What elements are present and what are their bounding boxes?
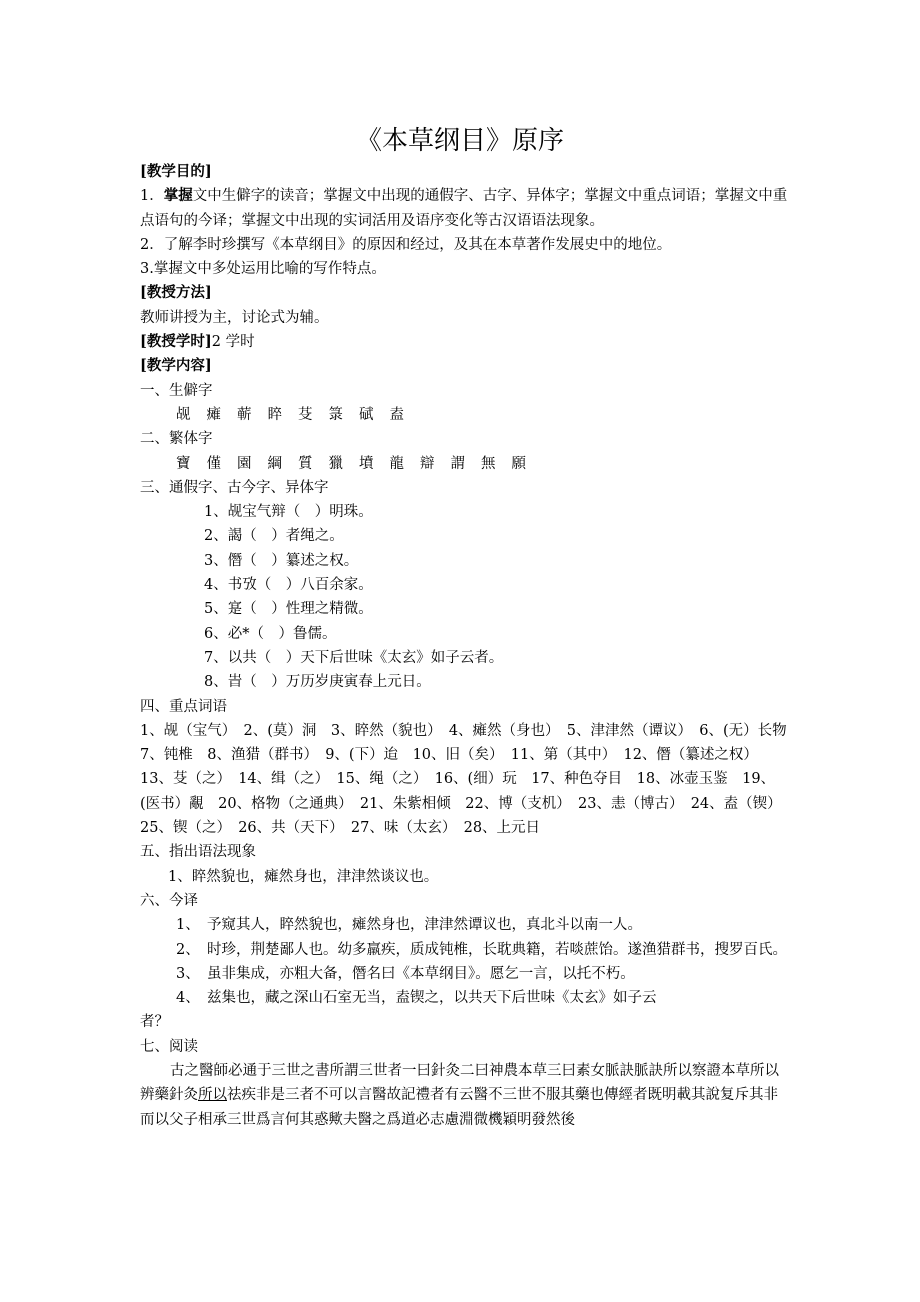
rare-char: 芟 (298, 406, 313, 423)
method-heading: [教授方法] (140, 284, 212, 302)
variant-item: 7、以共（ ）天下后世味《太玄》如子云者。 (204, 649, 504, 666)
rare-char: 箓 (328, 406, 343, 423)
traditional-char: 龍 (389, 455, 404, 472)
hours-heading: [教授学时] (140, 333, 212, 351)
traditional-char: 綱 (267, 455, 282, 472)
section-4-heading: 四、重点词语 (140, 698, 227, 715)
rare-char: 蕲 (237, 406, 252, 423)
translation-item: 2、 时珍，荆楚鄙人也。幼多羸疾，质成钝椎，长耽典籍，若啖蔗饴。遂渔猎群书，搜罗百氏。 (176, 941, 787, 958)
variant-item: 5、寔（ ）性理之精微。 (204, 601, 373, 618)
translation-tail: 者？ (140, 1014, 169, 1031)
underlined-word: 所以 (198, 1087, 227, 1104)
content-heading: [教学内容] (140, 357, 212, 375)
hours-line (140, 330, 790, 354)
variant-item: 2、謁（ ）者绳之。 (204, 528, 344, 545)
item-number: 1． (140, 188, 164, 205)
variant-item: 6、必*（ ）鲁儒。 (204, 625, 337, 642)
section-6-heading: 六、今译 (140, 892, 198, 909)
traditional-char: 無 (481, 455, 496, 472)
rare-char: 睟 (267, 406, 282, 423)
item-text: 文中生僻字的读音；掌握文中出现的通假字、古字、异体字；掌握文中重点词语；掌握文中重点语句的今译；掌握文中出现的实词活用及语序变化等古汉语语法现象。 (140, 188, 788, 229)
passage-text: 祛疾非是三者不可以言醫故記禮者有云醫不三世不服其藥也傳經者既明載其說复斥其非而以父子相承三世爲言何其惑歟夫醫之爲道必志慮淵微機穎明發然後 (140, 1087, 778, 1128)
rare-char: 瘫 (206, 406, 221, 423)
section-7-heading: 七、阅读 (140, 1038, 198, 1055)
grammar-item: 1、睟然貌也，瘫然身也，津津然谈议也。 (168, 868, 439, 885)
rare-char: 碔 (359, 406, 374, 423)
traditional-char: 辯 (420, 455, 435, 472)
document-body (140, 160, 802, 1132)
passage-text: 古之醫師必通于三世之書所謂三世者一曰針灸二曰神農本草三曰素女脈訣脈訣所以察證本草所以辨藥針灸 (140, 1062, 779, 1104)
section-5-heading: 五、指出语法现象 (140, 844, 256, 861)
traditional-char: 園 (237, 455, 252, 472)
section-1-heading: 一、生僻字 (140, 382, 213, 399)
variant-item: 4、书攷（ ）八百余家。 (204, 577, 373, 594)
traditional-char: 謂 (450, 455, 465, 472)
reading-passage (140, 1059, 790, 1132)
traditional-char: 質 (298, 455, 313, 472)
traditional-char: 僅 (206, 455, 221, 472)
traditional-chars-list (140, 452, 790, 476)
teaching-goal-item-2: 2．了解李时珍撰写《本草纲目》的原因和经过，及其在本草著作发展史中的地位。 (140, 236, 672, 253)
method-text: 教师讲授为主，讨论式为辅。 (140, 309, 329, 326)
translation-item: 1、 予窥其人，睟然貌也，瘫然身也，津津然谭议也，真北斗以南一人。 (176, 917, 642, 934)
translation-item: 4、 兹集也，藏之深山石室无当，盍锲之，以共天下后世味《太玄》如子云 (176, 990, 657, 1007)
traditional-char: 墳 (359, 455, 374, 472)
rare-chars-list (140, 403, 790, 427)
rare-char: 觇 (176, 406, 191, 423)
variant-item: 8、旹（ ）万历岁庚寅春上元日。 (204, 674, 431, 691)
section-3-heading: 三、通假字、古今字、异体字 (140, 479, 329, 496)
teaching-goal-item-3: 3.掌握文中多处运用比喻的写作特点。 (140, 261, 386, 278)
traditional-char: 獵 (328, 455, 343, 472)
rare-char: 盍 (389, 406, 404, 423)
teaching-goal-heading: [教学目的] (140, 163, 212, 180)
teaching-goal-item-1 (140, 184, 790, 233)
traditional-char: 願 (511, 455, 526, 472)
traditional-char: 寶 (176, 455, 191, 472)
variant-item: 1、觇宝气辩（ ）明珠。 (204, 504, 373, 521)
key-words-list: 1、觇（宝气） 2、(莫）洞 3、睟然（貌也） 4、瘫然（身也） 5、津津然（谭议） 6、(无）长物 7、钝椎 8、渔猎（群书） 9、(下）迨 10、旧（矣） 11、第（其中） 12、僭（纂述之权） 13、芟（之） 14、缉（之） 15、绳（之） 16、(细）玩 17、种色夺目 18、冰壶玉鉴 19、(医书）覶 20、格物（之通典） 21、朱紫相倾 22、博（支机） 23、恚（博古） 24、盍（锲） 25、锲（之） 26、共（天下） 27、味（太玄） 28、上元日 (140, 722, 802, 837)
translation-item: 3、 虽非集成，亦粗大备，僭名曰《本草纲目》。愿乞一言，以托不朽。 (176, 965, 635, 982)
section-2-heading: 二、繁体字 (140, 431, 213, 448)
variant-item: 3、僭（ ）纂述之权。 (204, 552, 359, 569)
item-keyword: 掌握 (163, 187, 193, 205)
page-title: 《本草纲目》原序 (355, 126, 564, 156)
hours-text: 2 学时 (211, 334, 255, 351)
